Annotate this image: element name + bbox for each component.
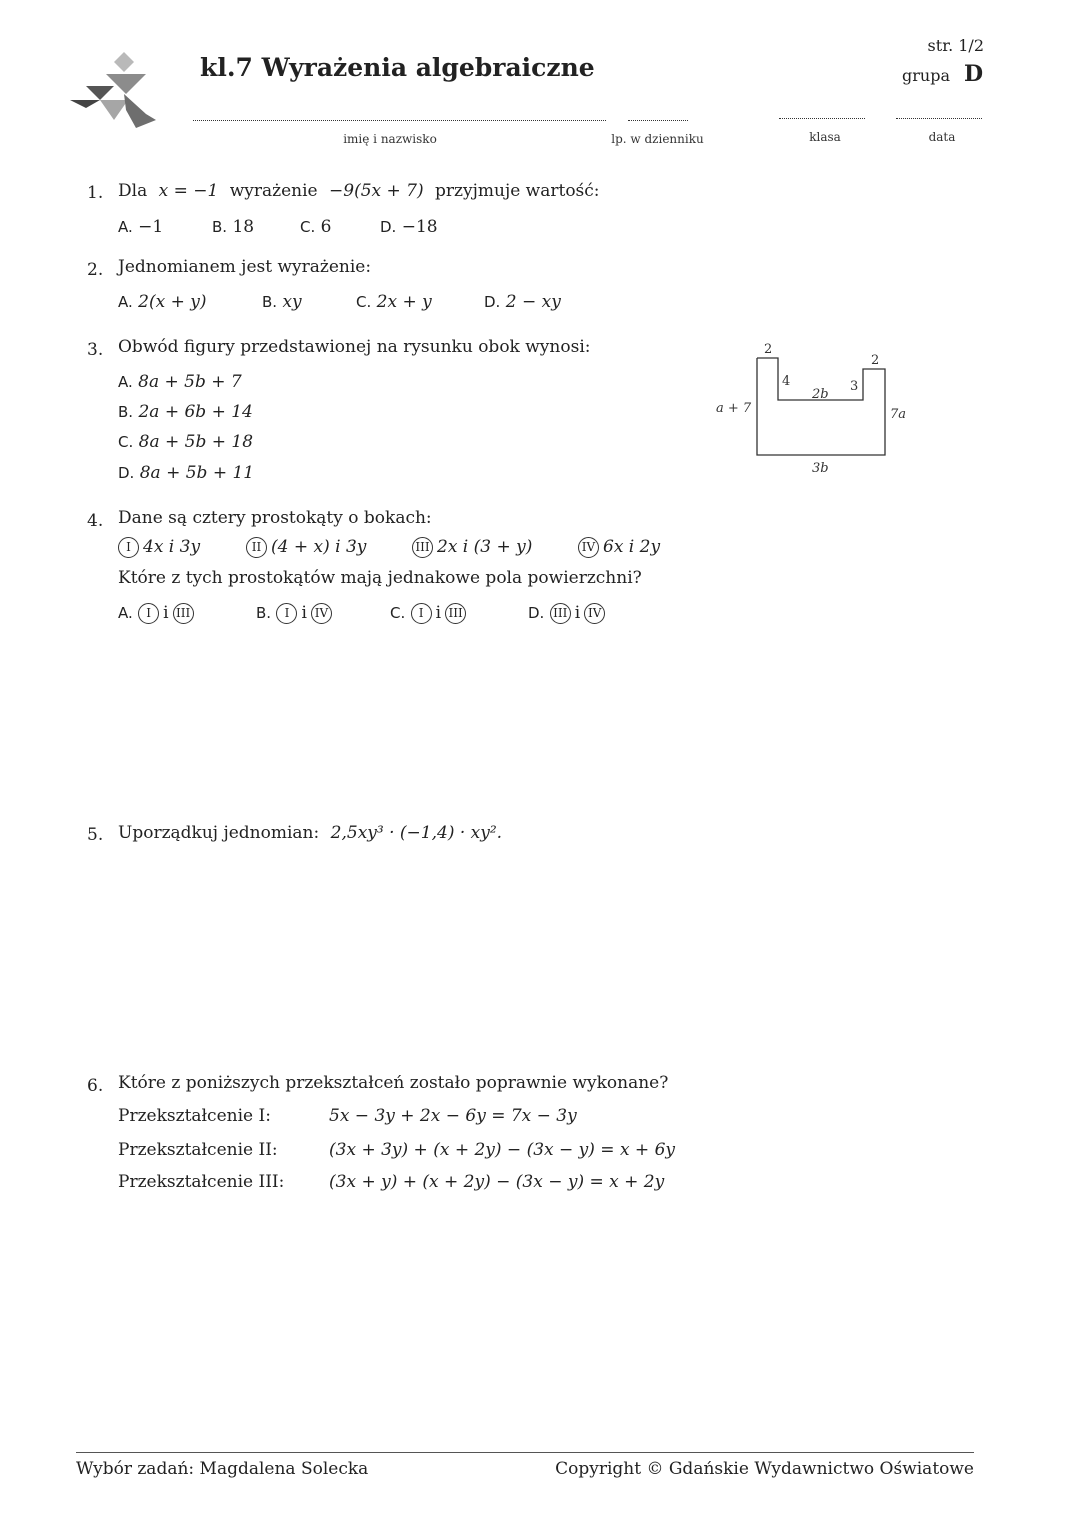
roman-circle: IV bbox=[311, 603, 332, 624]
option-value: 2x + y bbox=[376, 292, 432, 312]
option-letter: D. bbox=[118, 464, 135, 482]
q4-option-b[interactable] bbox=[256, 603, 336, 624]
option-letter: A. bbox=[118, 293, 133, 311]
q6-row-3-label: Przekształcenie III: bbox=[118, 1172, 285, 1192]
option-value: −18 bbox=[401, 217, 438, 237]
class-field-line[interactable] bbox=[779, 118, 865, 119]
name-field-line[interactable] bbox=[193, 120, 606, 121]
roman-circle: II bbox=[246, 537, 267, 558]
q1-text bbox=[118, 181, 600, 201]
option-value: 8a + 5b + 11 bbox=[139, 463, 255, 483]
option-conj: i bbox=[435, 603, 442, 623]
option-value: −1 bbox=[138, 217, 164, 237]
q6-row-1-label: Przekształcenie I: bbox=[118, 1106, 271, 1126]
q6-row-2-label: Przekształcenie II: bbox=[118, 1140, 278, 1160]
option-letter: A. bbox=[118, 373, 133, 391]
roman-circle: I bbox=[276, 603, 297, 624]
number-field-caption: lp. w dzienniku bbox=[611, 132, 704, 146]
option-value: 6 bbox=[320, 217, 332, 237]
q3-label-left-side: a + 7 bbox=[716, 401, 752, 416]
option-value: 2 − xy bbox=[505, 292, 561, 312]
q1-option-d[interactable] bbox=[380, 217, 438, 237]
group-label: grupa bbox=[902, 66, 950, 85]
roman-circle: III bbox=[412, 537, 433, 558]
rect-sides: 6x i 2y bbox=[603, 537, 661, 557]
q6-number: 6. bbox=[87, 1076, 104, 1096]
q2-option-c[interactable] bbox=[356, 292, 432, 312]
q4-rect-4 bbox=[578, 537, 660, 558]
option-value: 2(x + y) bbox=[138, 292, 207, 312]
q4-option-c[interactable] bbox=[390, 603, 470, 624]
q4-option-d[interactable] bbox=[528, 603, 609, 624]
q1-option-a[interactable] bbox=[118, 217, 163, 237]
name-field-caption: imię i nazwisko bbox=[343, 132, 437, 146]
q3-label-top-right: 2 bbox=[871, 353, 880, 368]
date-field-line[interactable] bbox=[896, 118, 982, 119]
option-letter: B. bbox=[262, 293, 278, 311]
option-value: 8a + 5b + 7 bbox=[138, 372, 242, 392]
option-value: 18 bbox=[232, 217, 255, 237]
option-letter: C. bbox=[300, 218, 316, 236]
q2-text: Jednomianem jest wyrażenie: bbox=[118, 257, 372, 277]
roman-circle: III bbox=[173, 603, 194, 624]
q1-text-part1: Dla bbox=[118, 181, 148, 201]
q3-label-bottom: 3b bbox=[812, 461, 829, 476]
group-value: D bbox=[964, 61, 984, 87]
footer-author: Wybór zadań: Magdalena Solecka bbox=[76, 1459, 369, 1479]
option-letter: D. bbox=[380, 218, 397, 236]
roman-circle: IV bbox=[578, 537, 599, 558]
option-letter: B. bbox=[212, 218, 228, 236]
q2-number: 2. bbox=[87, 260, 104, 280]
option-letter: C. bbox=[356, 293, 372, 311]
q6-text: Które z poniższych przekształceń zostało poprawnie wykonane? bbox=[118, 1073, 669, 1093]
q3-figure-outline bbox=[757, 358, 885, 455]
q3-label-inner-left: 4 bbox=[782, 374, 791, 389]
option-value: 8a + 5b + 18 bbox=[138, 432, 254, 452]
class-field-caption: klasa bbox=[809, 130, 841, 144]
page-title: kl.7 Wyrażenia algebraiczne bbox=[200, 53, 595, 82]
q3-number: 3. bbox=[87, 340, 104, 360]
q5-number: 5. bbox=[87, 825, 104, 845]
q1-math-x: x = −1 bbox=[158, 181, 219, 201]
q4-rect-1 bbox=[118, 537, 200, 558]
q3-text: Obwód figury przedstawionej na rysunku obok wynosi: bbox=[118, 337, 591, 357]
number-field-line[interactable] bbox=[628, 120, 688, 121]
q3-label-inner-bottom: 2b bbox=[812, 387, 829, 402]
q3-option-d[interactable] bbox=[118, 463, 254, 483]
q1-math-expression: −9(5x + 7) bbox=[329, 181, 424, 201]
option-value: xy bbox=[282, 292, 302, 312]
q6-row-2-expression: (3x + 3y) + (x + 2y) − (3x − y) = x + 6y bbox=[329, 1140, 676, 1160]
q2-option-b[interactable] bbox=[262, 292, 302, 312]
roman-circle: IV bbox=[584, 603, 605, 624]
option-letter: D. bbox=[484, 293, 501, 311]
q4-rect-3 bbox=[412, 537, 532, 558]
option-letter: A. bbox=[118, 218, 133, 236]
q1-option-c[interactable] bbox=[300, 217, 331, 237]
date-field-caption: data bbox=[928, 130, 956, 144]
q3-option-b[interactable] bbox=[118, 402, 253, 422]
q2-option-a[interactable] bbox=[118, 292, 207, 312]
q5-line bbox=[118, 823, 502, 843]
option-letter: D. bbox=[528, 604, 545, 622]
q3-option-c[interactable] bbox=[118, 432, 253, 452]
q4-question: Które z tych prostokątów mają jednakowe pola powierzchni? bbox=[118, 568, 642, 588]
q2-option-d[interactable] bbox=[484, 292, 561, 312]
q4-number: 4. bbox=[87, 511, 104, 531]
rect-sides: 2x i (3 + y) bbox=[437, 537, 533, 557]
q1-text-part3: przyjmuje wartość: bbox=[435, 181, 600, 201]
footer-copyright: Copyright © Gdańskie Wydawnictwo Oświatowe bbox=[555, 1459, 974, 1479]
option-conj: i bbox=[301, 603, 307, 623]
option-letter: B. bbox=[256, 604, 272, 622]
roman-circle: I bbox=[118, 537, 139, 558]
option-conj: i bbox=[163, 603, 169, 623]
q4-rect-2 bbox=[246, 537, 366, 558]
q3-figure bbox=[700, 338, 920, 488]
option-letter: A. bbox=[118, 604, 133, 622]
q1-text-part2: wyrażenie bbox=[229, 181, 318, 201]
option-letter: C. bbox=[118, 433, 134, 451]
q4-text: Dane są cztery prostokąty o bokach: bbox=[118, 508, 432, 528]
q4-option-a[interactable] bbox=[118, 603, 198, 624]
roman-circle: III bbox=[550, 603, 571, 624]
q1-option-b[interactable] bbox=[212, 217, 254, 237]
q3-label-right-side: 7a bbox=[890, 407, 907, 422]
option-value: 2a + 6b + 14 bbox=[138, 402, 253, 422]
rect-sides: (4 + x) i 3y bbox=[271, 537, 367, 557]
roman-circle: III bbox=[445, 603, 466, 624]
option-letter: B. bbox=[118, 403, 134, 421]
q6-row-3-expression: (3x + y) + (x + 2y) − (3x − y) = x + 2y bbox=[329, 1172, 665, 1192]
rect-sides: 4x i 3y bbox=[143, 537, 201, 557]
roman-circle: I bbox=[411, 603, 432, 624]
q3-label-top-left: 2 bbox=[764, 342, 773, 357]
publisher-logo bbox=[66, 50, 162, 130]
q5-expression: 2,5xy³ · (−1,4) · xy². bbox=[330, 823, 503, 843]
footer-divider bbox=[76, 1452, 974, 1453]
q6-row-1-expression: 5x − 3y + 2x − 6y = 7x − 3y bbox=[329, 1106, 577, 1126]
q5-text: Uporządkuj jednomian: bbox=[118, 823, 320, 843]
roman-circle: I bbox=[138, 603, 159, 624]
q3-option-a[interactable] bbox=[118, 372, 242, 392]
option-conj: i bbox=[574, 603, 581, 623]
q3-label-inner-right: 3 bbox=[850, 379, 859, 394]
q1-number: 1. bbox=[87, 183, 104, 203]
option-letter: C. bbox=[390, 604, 406, 622]
page-number: str. 1/2 bbox=[927, 36, 984, 55]
